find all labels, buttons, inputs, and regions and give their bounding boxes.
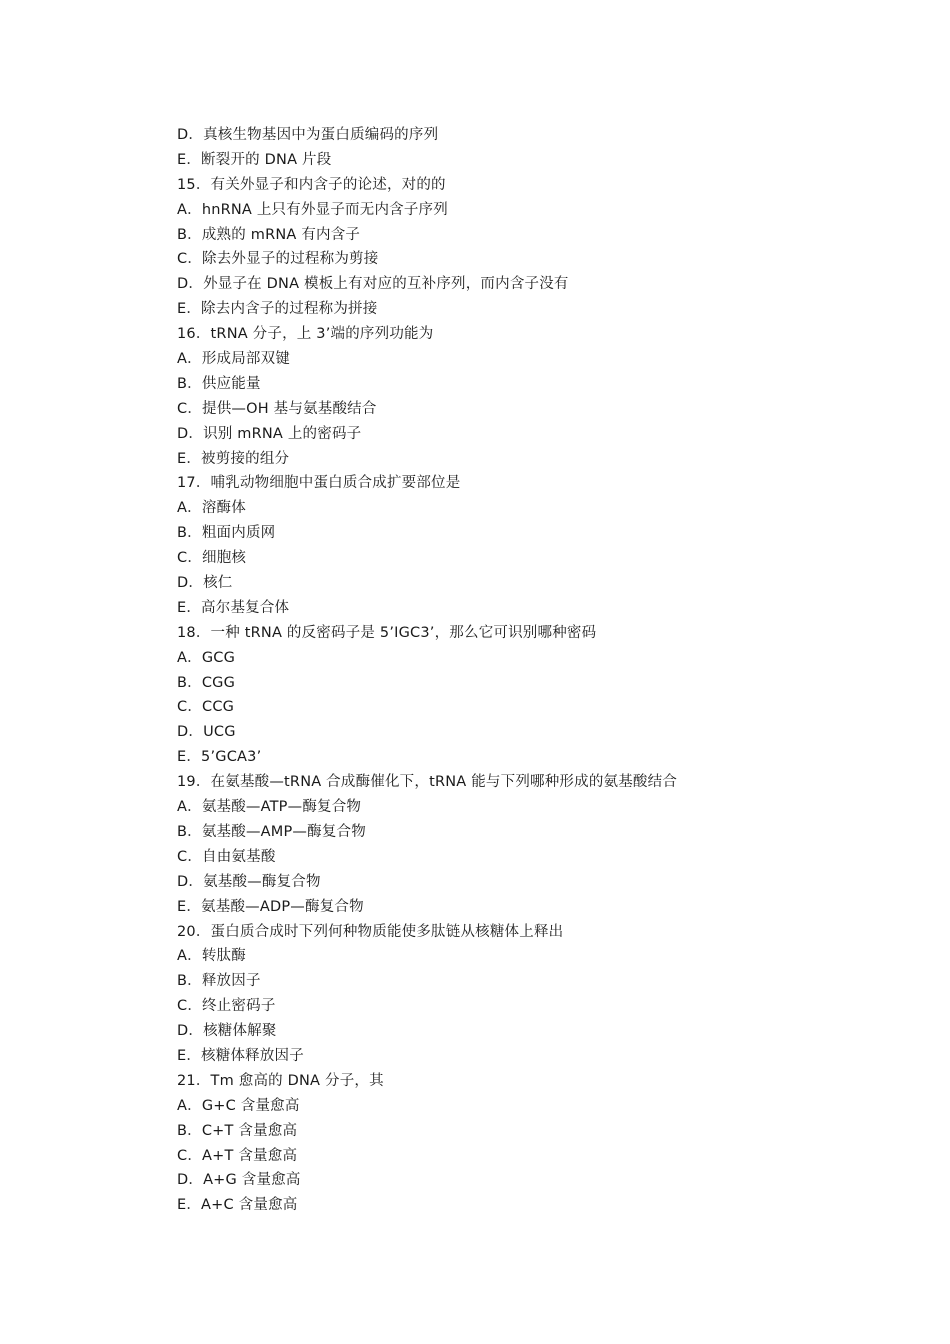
text-line: E．5’GCA3’	[177, 749, 262, 766]
text-line: E．氨基酸—ADP—酶复合物	[177, 898, 364, 915]
text-line: A．转肽酶	[177, 948, 246, 965]
text-line: A．氨基酸—ATP—酶复合物	[177, 799, 362, 816]
text-line: C．提供—OH 基与氨基酸结合	[177, 400, 377, 417]
text-line: D．外显子在 DNA 模板上有对应的互补序列，而内含子没有	[177, 276, 569, 293]
text-line: E．核糖体释放因子	[177, 1047, 304, 1064]
text-line: C．自由氨基酸	[177, 848, 276, 865]
text-line: B．成熟的 mRNA 有内含子	[177, 226, 361, 243]
text-line: C．除去外显子的过程称为剪接	[177, 251, 379, 268]
text-line: 17．哺乳动物细胞中蛋白质合成扩要部位是	[177, 475, 461, 492]
text-line: D．UCG	[177, 724, 236, 741]
text-line: 15．有关外显子和内含子的论述，对的的	[177, 176, 446, 193]
text-line: D．A+G 含量愈高	[177, 1172, 301, 1189]
text-line: B．氨基酸—AMP—酶复合物	[177, 823, 366, 840]
text-line: E．A+C 含量愈高	[177, 1197, 298, 1214]
text-line: E．断裂开的 DNA 片段	[177, 151, 332, 168]
text-line: A．G+C 含量愈高	[177, 1097, 300, 1114]
text-line: D．核仁	[177, 575, 233, 592]
text-line: A．GCG	[177, 649, 236, 666]
text-line: D．氨基酸—酶复合物	[177, 873, 321, 890]
text-line: D．真核生物基因中为蛋白质编码的序列	[177, 127, 439, 143]
text-line: B．释放因子	[177, 973, 261, 990]
question-text-block	[177, 123, 877, 1218]
text-line: E．除去内含子的过程称为拼接	[177, 301, 378, 318]
text-line: A．形成局部双键	[177, 351, 291, 368]
text-line: A．hnRNA 上只有外显子而无内含子序列	[177, 201, 448, 218]
text-line: C．终止密码子	[177, 998, 276, 1015]
text-line: 20．蛋白质合成时下列何种物质能使多肽链从核糖体上释出	[177, 923, 564, 940]
text-line: D．识别 mRNA 上的密码子	[177, 425, 362, 442]
text-line: C．A+T 含量愈高	[177, 1147, 298, 1164]
text-line: B．供应能量	[177, 375, 261, 392]
text-line: B．C+T 含量愈高	[177, 1122, 298, 1139]
text-line: C．细胞核	[177, 550, 247, 567]
text-line: C．CCG	[177, 699, 235, 716]
text-line: E．被剪接的组分	[177, 450, 290, 467]
text-line: 19．在氨基酸—tRNA 合成酶催化下，tRNA 能与下列哪种形成的氨基酸结合	[177, 774, 678, 791]
text-line: 18．一种 tRNA 的反密码子是 5’IGC3’，那么它可识别哪种密码	[177, 624, 597, 641]
text-line: B．粗面内质网	[177, 525, 276, 542]
text-line: A．溶酶体	[177, 500, 246, 517]
text-line: B．CGG	[177, 674, 236, 691]
text-line: E．高尔基复合体	[177, 599, 290, 616]
text-line: 16．tRNA 分子，上 3’端的序列功能为	[177, 326, 434, 343]
text-line: 21．Tm 愈高的 DNA 分子，其	[177, 1072, 384, 1089]
text-line: D．核糖体解聚	[177, 1023, 277, 1040]
